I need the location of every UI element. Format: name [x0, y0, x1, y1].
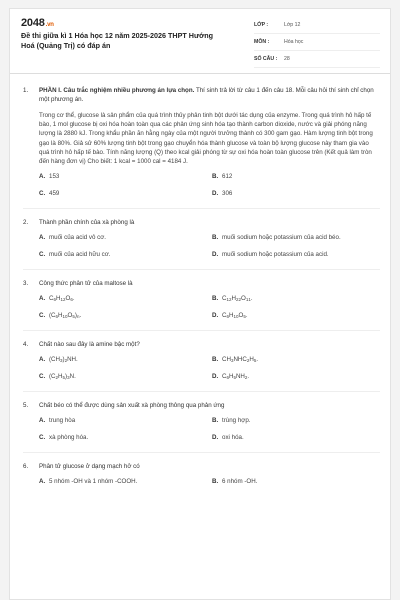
option-letter: D. [212, 251, 219, 259]
meta-label: LỚP : [254, 22, 269, 28]
question-number: 6. [23, 463, 29, 471]
option-letter: D. [212, 190, 219, 198]
question-list [10, 74, 390, 487]
option-letter: C. [39, 190, 46, 198]
option-text: 612 [222, 173, 233, 181]
option-b[interactable] [212, 478, 385, 487]
exam-page [9, 8, 391, 600]
question-text: Phân tử glucose ở dạng mạch hở có [39, 463, 140, 471]
option-text: $(C_2H_5)_3N$. [49, 373, 76, 381]
option-text: muối của acid vô cơ. [49, 234, 107, 242]
exam-meta [254, 17, 380, 68]
question-number: 1. [23, 87, 29, 94]
option-letter: D. [212, 373, 219, 381]
option-letter: C. [39, 373, 46, 381]
option-letter: C. [39, 312, 46, 320]
site-logo[interactable] [21, 17, 54, 29]
question-text: Thành phần chính của xà phòng là [39, 219, 135, 227]
question-1 [23, 86, 380, 199]
option-a[interactable] [39, 356, 212, 365]
meta-row-count [254, 51, 380, 68]
option-letter: A. [39, 173, 46, 181]
option-c[interactable] [39, 312, 212, 321]
option-letter: B. [212, 417, 219, 425]
option-b[interactable] [212, 234, 385, 243]
option-text: trùng hợp. [222, 417, 251, 425]
option-letter: B. [212, 356, 219, 364]
option-letter: B. [212, 173, 219, 181]
option-text: 6 nhóm -OH. [222, 478, 258, 486]
option-a[interactable] [39, 295, 212, 304]
option-b[interactable] [212, 356, 385, 365]
option-d[interactable] [212, 373, 385, 382]
option-a[interactable] [39, 478, 212, 487]
option-letter: A. [39, 356, 46, 364]
question-text: Công thức phân tử của maltose là [39, 280, 133, 288]
option-grid [39, 295, 380, 321]
option-letter: C. [39, 251, 46, 259]
option-c[interactable] [39, 251, 212, 260]
option-text: muối sodium hoặc potassium của acid béo. [222, 234, 341, 242]
question-3 [23, 279, 380, 321]
option-c[interactable] [39, 373, 212, 382]
divider [23, 208, 380, 209]
divider [23, 269, 380, 270]
question-instruction: Thí sinh trả lời từ câu 1 đến câu 18. Mỗi câu hỏi thí sinh chỉ chọn một phương án. [39, 87, 374, 103]
meta-label: MÔN : [254, 39, 270, 45]
meta-value: 28 [284, 56, 290, 62]
question-number: 2. [23, 219, 29, 227]
option-text: muối của acid hữu cơ. [49, 251, 111, 259]
question-text: Chất béo có thể được dùng sản xuất xà phòng thông qua phản ứng [39, 402, 225, 410]
question-passage: Trong cơ thể, glucose là sản phẩm của quá trình thủy phân tinh bột dưới tác dụng của enzyme. Trong quá trình hô hấp tế bào, 1 mol glucose bị oxi hóa hoàn toàn qua các phản ứng sinh hóa tạo thành carbon dioxide, nước và giải phóng năng lượng là 2880 kJ. Trong khẩu phần ăn hằng ngày của một người trưởng thành có 300 gam gạo. Hàm lượng tinh bột trong gạo là 80%. Giả sử 60% lượng tinh bột trong gạo chuyển hóa thành glucose và toàn bộ lượng glucose này tham gia vào quá trình hô hấp tế bào. Tính năng lượng (Q) theo kcal giải phóng từ sự oxi hóa hoàn toàn glucose trên (Kết quả làm tròn đến hàng đơn vị) Cho biết: 1 kcal = 1000 cal = 4184 J. [39, 112, 373, 166]
option-a[interactable] [39, 417, 212, 426]
exam-header [10, 9, 390, 74]
option-text: $CH_3NHC_2H_5$. [222, 356, 259, 364]
option-grid [39, 234, 380, 260]
question-4 [23, 340, 380, 382]
question-number: 5. [23, 402, 29, 410]
question-text: Chất nào sau đây là amine bậc một? [39, 341, 140, 349]
meta-row-subject [254, 34, 380, 51]
option-grid [39, 417, 380, 443]
question-5 [23, 401, 380, 443]
option-text: xà phòng hóa. [49, 434, 89, 442]
option-letter: A. [39, 417, 46, 425]
question-2 [23, 218, 380, 260]
option-text: $C_6H_{12}O_6$. [49, 295, 75, 303]
logo-text: 2048 [21, 17, 45, 29]
option-d[interactable] [212, 190, 385, 199]
option-b[interactable] [212, 295, 385, 304]
question-text [39, 86, 380, 104]
divider [23, 452, 380, 453]
option-d[interactable] [212, 251, 385, 260]
option-d[interactable] [212, 312, 385, 321]
option-letter: A. [39, 478, 46, 486]
option-d[interactable] [212, 434, 385, 443]
option-text: 153 [49, 173, 60, 181]
option-letter: B. [212, 295, 219, 303]
option-grid [39, 173, 380, 199]
option-letter: C. [39, 434, 46, 442]
option-a[interactable] [39, 173, 212, 182]
option-text: $C_{12}H_{22}O_{11}$. [222, 295, 253, 303]
option-letter: D. [212, 312, 219, 320]
meta-row-class [254, 17, 380, 34]
divider [23, 330, 380, 331]
exam-title: Đề thi giữa kì 1 Hóa học 12 năm 2025-2026 THPT Hướng Hoá (Quảng Trị) có đáp án [21, 31, 214, 50]
option-c[interactable] [39, 434, 212, 443]
option-text: $C_6H_{10}O_5$. [222, 312, 248, 320]
option-text: trung hòa [49, 417, 76, 425]
option-text: 5 nhóm -OH và 1 nhóm -COOH. [49, 478, 138, 486]
option-text: muối sodium hoặc potassium của acid. [222, 251, 329, 259]
question-6 [23, 462, 380, 487]
option-letter: A. [39, 295, 46, 303]
question-number: 3. [23, 280, 29, 288]
option-text: oxi hóa. [222, 434, 244, 442]
option-grid [39, 478, 380, 487]
question-number: 4. [23, 341, 29, 349]
option-grid [39, 356, 380, 382]
option-letter: A. [39, 234, 46, 242]
option-text: $(CH_3)_2NH$. [49, 356, 78, 364]
meta-value: Hóa học [284, 39, 304, 45]
option-b[interactable] [212, 417, 385, 426]
option-text: $C_6H_5NH_2$. [222, 373, 250, 381]
section-heading: PHẦN I. Câu trắc nghiệm nhiều phương án lựa chọn. [39, 87, 195, 94]
option-text: 459 [49, 190, 60, 198]
meta-label: SỐ CÂU : [254, 56, 278, 62]
option-letter: B. [212, 478, 219, 486]
option-letter: B. [212, 234, 219, 242]
option-a[interactable] [39, 234, 212, 243]
option-text: 306 [222, 190, 233, 198]
option-letter: D. [212, 434, 219, 442]
option-c[interactable] [39, 190, 212, 199]
divider [23, 391, 380, 392]
option-text: $(C_6H_{10}O_5)_n$. [49, 312, 82, 320]
meta-value: Lớp 12 [284, 22, 301, 28]
option-b[interactable] [212, 173, 385, 182]
logo-suffix: .vn [45, 22, 54, 28]
